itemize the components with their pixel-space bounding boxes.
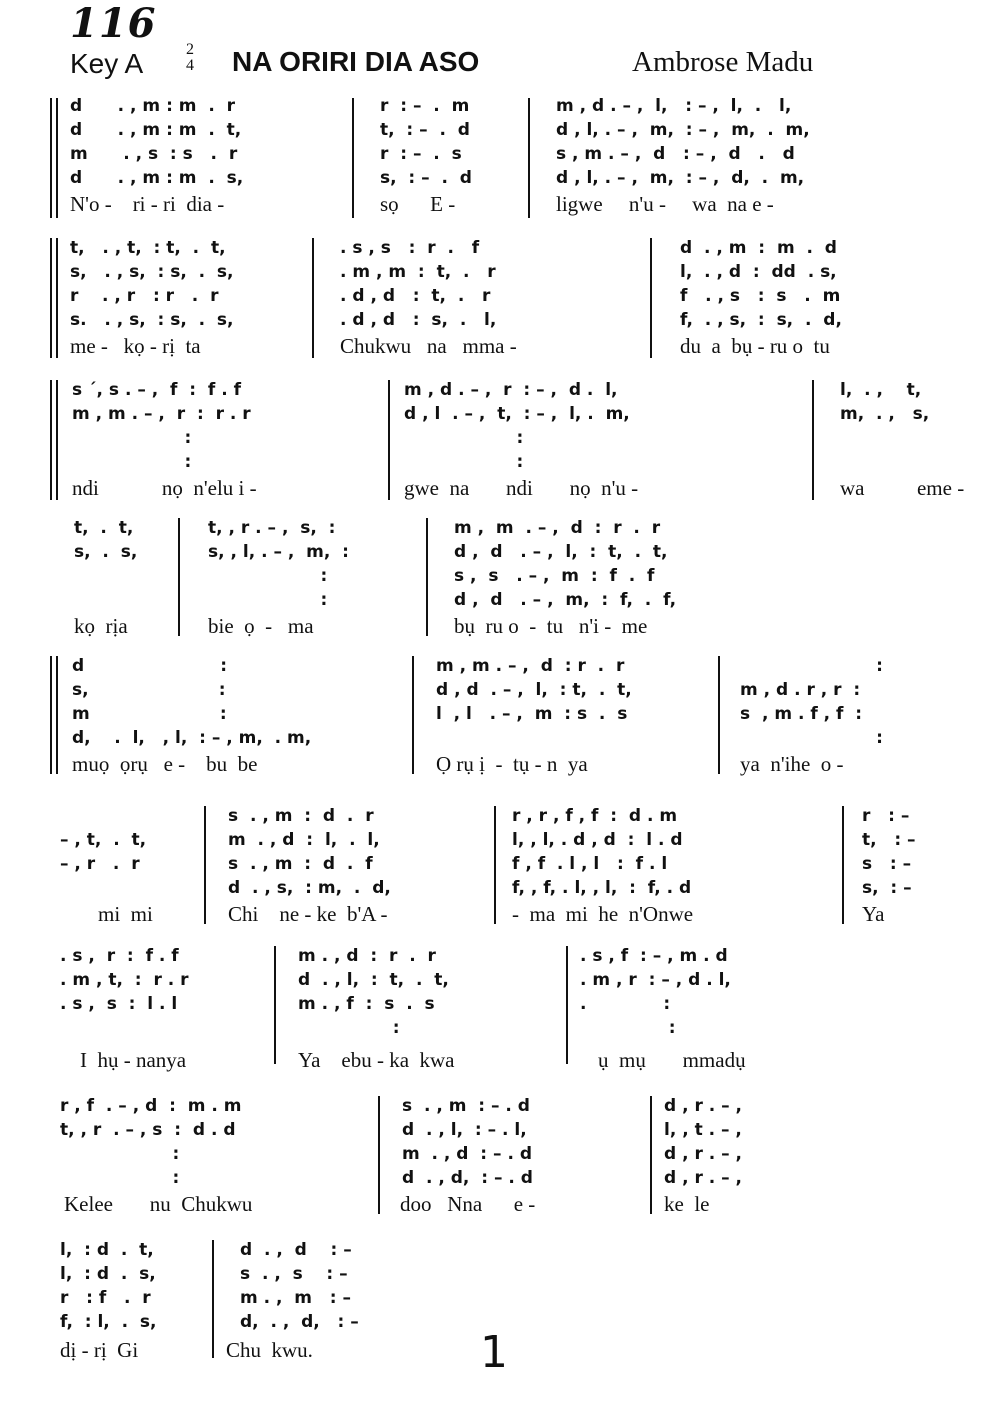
bass-part: d , d . – , m, : f, . f, xyxy=(454,590,677,610)
tenor-part: m . , f : s . s xyxy=(298,994,435,1014)
lyric-line: Ya xyxy=(862,902,885,926)
soprano-part: d . , d : – xyxy=(240,1240,352,1260)
soprano-part: m , d . – , r : – , d . l, xyxy=(404,380,618,400)
barline xyxy=(56,238,58,358)
soprano-part: s . , m : – . d xyxy=(402,1096,530,1116)
barline xyxy=(50,238,52,358)
soprano-part: m , d . – , l, : – , l, . l, xyxy=(556,96,792,116)
lyric-line: N'o - ri - ri dia - xyxy=(70,192,225,216)
time-signature xyxy=(183,42,197,74)
time-signature-top: 2 xyxy=(186,41,194,58)
lyric-line: I hụ - nanya xyxy=(80,1048,187,1072)
bass-part: s, : – . d xyxy=(380,168,472,188)
soprano-part: d : xyxy=(72,656,228,676)
bass-part: d , l, . – , m, : – , d, . m, xyxy=(556,168,805,188)
alto-part: l, , l, . d , d : l . d xyxy=(512,830,683,850)
barline xyxy=(718,656,720,774)
lyric-line: doo Nna e - xyxy=(400,1192,536,1216)
lyric-line: Chu kwu. xyxy=(226,1338,313,1362)
soprano-part: r , r , f , f : d . m xyxy=(512,806,678,826)
alto-part: . m , r : – , d . l, xyxy=(580,970,731,990)
barline xyxy=(312,238,314,358)
lyric-line: du a bụ - ru o tu xyxy=(680,334,830,358)
soprano-part: . s , f : – , m . d xyxy=(580,946,728,966)
alto-part: l, , t . – , xyxy=(664,1120,742,1140)
soprano-part: l, : d . t, xyxy=(60,1240,154,1260)
soprano-part: . s , r : f . f xyxy=(60,946,179,966)
bass-part: : xyxy=(60,1168,180,1188)
bass-part: : xyxy=(404,452,524,472)
lyric-line: Chukwu na mma - xyxy=(340,334,517,358)
bass-part: d, . , d, : – xyxy=(240,1312,359,1332)
soprano-part: r : – xyxy=(862,806,910,826)
tenor-part: f . , s : s . m xyxy=(680,286,841,306)
tenor-part: f , f . l , l : f . l xyxy=(512,854,668,874)
barline xyxy=(352,98,354,218)
bass-part: f, . , s, : s, . d, xyxy=(680,310,842,330)
tenor-part: : xyxy=(208,566,328,586)
barline xyxy=(204,806,206,924)
tenor-part: : xyxy=(60,1144,180,1164)
bass-part: f, : l, . s, xyxy=(60,1312,157,1332)
bass-part: f, , f, . l, , l, : f, . d xyxy=(512,878,692,898)
barline xyxy=(494,806,496,924)
alto-part: s, : xyxy=(72,680,226,700)
hymn-number: 116 xyxy=(70,0,157,47)
alto-part: t, : – . d xyxy=(380,120,470,140)
barline xyxy=(178,518,180,636)
soprano-part: : xyxy=(740,656,883,676)
lyric-line: bie ọ - ma xyxy=(208,614,314,638)
barline xyxy=(50,656,52,774)
tenor-part: . s , s : l . l xyxy=(60,994,178,1014)
barline xyxy=(56,656,58,774)
lyric-line: ke le xyxy=(664,1192,710,1216)
barline xyxy=(650,1096,652,1214)
tenor-part: : xyxy=(404,428,524,448)
lyric-line: Ọ rụ ị - tụ - n ya xyxy=(436,752,588,776)
barline xyxy=(274,946,276,1064)
tenor-part: m . , s : s . r xyxy=(70,144,238,164)
tenor-part: d , r . – , xyxy=(664,1144,743,1164)
lyric-line: Chi ne - ke b'A - xyxy=(228,902,388,926)
lyric-line: ligwe n'u - wa na e - xyxy=(556,192,774,216)
barline xyxy=(566,946,568,1064)
composer-name: Ambrose Madu xyxy=(632,46,814,78)
soprano-part: s ´, s . – , f : f . f xyxy=(72,380,241,400)
bass-part: d . , d, : – . d xyxy=(402,1168,533,1188)
barline xyxy=(528,98,530,218)
barline xyxy=(378,1096,380,1214)
tenor-part: s , m . f , f : xyxy=(740,704,863,724)
bass-part: s. . , s, : s, . s, xyxy=(70,310,234,330)
alto-part: – , t, . t, xyxy=(60,830,147,850)
alto-part: l, : d . s, xyxy=(60,1264,156,1284)
soprano-part: d . , m : m . d xyxy=(680,238,837,258)
soprano-part: . s , s : r . f xyxy=(340,238,480,258)
bass-part: : xyxy=(298,1018,400,1038)
tenor-part: r . , r : r . r xyxy=(70,286,219,306)
tenor-part: r : – . s xyxy=(380,144,462,164)
tenor-part: s : – xyxy=(862,854,912,874)
tenor-part: – , r . r xyxy=(60,854,140,874)
lyric-line: me - kọ - rị ta xyxy=(70,334,201,358)
alto-part: d , l, . – , m, : – , m, . m, xyxy=(556,120,810,140)
soprano-part: r : – . m xyxy=(380,96,470,116)
barline xyxy=(388,380,390,500)
tenor-part: l , l . – , m : s . s xyxy=(436,704,628,724)
soprano-part: s . , m : d . r xyxy=(228,806,374,826)
alto-part: d , d . – , l, : t, . t, xyxy=(436,680,632,700)
lyric-line: kọ rịa xyxy=(74,614,128,638)
bass-part: d . , s, : m, . d, xyxy=(228,878,391,898)
barline xyxy=(650,238,652,358)
soprano-part: l, . , t, xyxy=(840,380,922,400)
alto-part: t, , r . – , s : d . d xyxy=(60,1120,236,1140)
lyric-line: sọ E - xyxy=(380,192,456,216)
soprano-part: m , m . – , d : r . r xyxy=(436,656,625,676)
lyric-line: ndi nọ n'elu i - xyxy=(72,476,257,500)
tenor-part: m . , d : – . d xyxy=(402,1144,532,1164)
bass-part: s, : – xyxy=(862,878,912,898)
tenor-part: s . , m : d . f xyxy=(228,854,373,874)
alto-part: t, : – xyxy=(862,830,916,850)
soprano-part: d . , m : m . r xyxy=(70,96,236,116)
lyric-line: mi mi xyxy=(98,902,153,926)
soprano-part: t, . t, xyxy=(74,518,134,538)
tenor-part: s , m . – , d : – , d . d xyxy=(556,144,795,164)
bass-part: : xyxy=(72,452,192,472)
soprano-part: t, , r . – , s, : xyxy=(208,518,336,538)
alto-part: m . , d : l, . l, xyxy=(228,830,380,850)
alto-part: s, . , s, : s, . s, xyxy=(70,262,234,282)
barline xyxy=(56,98,58,218)
page-number: 1 xyxy=(480,1327,508,1378)
alto-part: . m , t, : r . r xyxy=(60,970,189,990)
alto-part: d . , l, : – . l, xyxy=(402,1120,527,1140)
barline xyxy=(50,380,52,500)
bass-part: d, . l, , l, : – , m, . m, xyxy=(72,728,312,748)
bass-part: d . , m : m . s, xyxy=(70,168,244,188)
tenor-part: s , s . – , m : f . f xyxy=(454,566,655,586)
soprano-part: t, . , t, : t, . t, xyxy=(70,238,226,258)
lyric-line: ụ mụ mmadụ xyxy=(598,1048,746,1072)
bass-part: : xyxy=(740,728,883,748)
alto-part: d , l . – , t, : – , l, . m, xyxy=(404,404,630,424)
soprano-part: d , r . – , xyxy=(664,1096,743,1116)
lyric-line: gwe na ndi nọ n'u - xyxy=(404,476,639,500)
barline xyxy=(812,380,814,500)
key-signature: Key A xyxy=(70,48,144,79)
alto-part: l, . , d : dd . s, xyxy=(680,262,837,282)
alto-part: s, . s, xyxy=(74,542,138,562)
alto-part: . m , m : t, . r xyxy=(340,262,496,282)
bass-part: . d , d : s, . l, xyxy=(340,310,497,330)
barline xyxy=(426,518,428,636)
lyric-line: Kelee nu Chukwu xyxy=(64,1192,253,1216)
lyric-line: - ma mi he n'Onwe xyxy=(512,902,694,926)
soprano-part: m , m . – , d : r . r xyxy=(454,518,661,538)
soprano-part: m . , d : r . r xyxy=(298,946,436,966)
alto-part: d , d . – , l, : t, . t, xyxy=(454,542,668,562)
lyric-line: Ya ebu - ka kwa xyxy=(298,1048,455,1072)
time-signature-bottom: 4 xyxy=(186,57,194,74)
lyric-line: bụ ru o - tu n'i - me xyxy=(454,614,648,638)
barline xyxy=(212,1240,214,1358)
tenor-part: r : f . r xyxy=(60,1288,151,1308)
song-title: NA ORIRI DIA ASO xyxy=(232,46,480,77)
tenor-part: : xyxy=(72,428,192,448)
alto-part: m , d . r , r : xyxy=(740,680,861,700)
barline xyxy=(842,806,844,924)
tenor-part: . : xyxy=(580,994,671,1014)
alto-part: m, . , s, xyxy=(840,404,930,424)
alto-part: s . , s : – xyxy=(240,1264,348,1284)
barline xyxy=(50,98,52,218)
alto-part: s, , l, . – , m, : xyxy=(208,542,349,562)
lyric-line: muọ ọrụ e - bu be xyxy=(72,752,258,776)
bass-part: : xyxy=(208,590,328,610)
alto-part: d . , m : m . t, xyxy=(70,120,242,140)
alto-part: m , m . – , r : r . r xyxy=(72,404,251,424)
barline xyxy=(56,380,58,500)
barline xyxy=(412,656,414,774)
lyric-line: wa eme - xyxy=(840,476,965,500)
bass-part: : xyxy=(580,1018,676,1038)
bass-part: d , r . – , xyxy=(664,1168,743,1188)
tenor-part: . d , d : t, . r xyxy=(340,286,491,306)
soprano-part: r , f . – , d : m . m xyxy=(60,1096,242,1116)
lyric-line: dị - rị Gi xyxy=(60,1338,139,1362)
alto-part: d . , l, : t, . t, xyxy=(298,970,449,990)
lyric-line: ya n'ihe o - xyxy=(740,752,844,776)
tenor-part: m . , m : – xyxy=(240,1288,351,1308)
tenor-part: m : xyxy=(72,704,227,724)
